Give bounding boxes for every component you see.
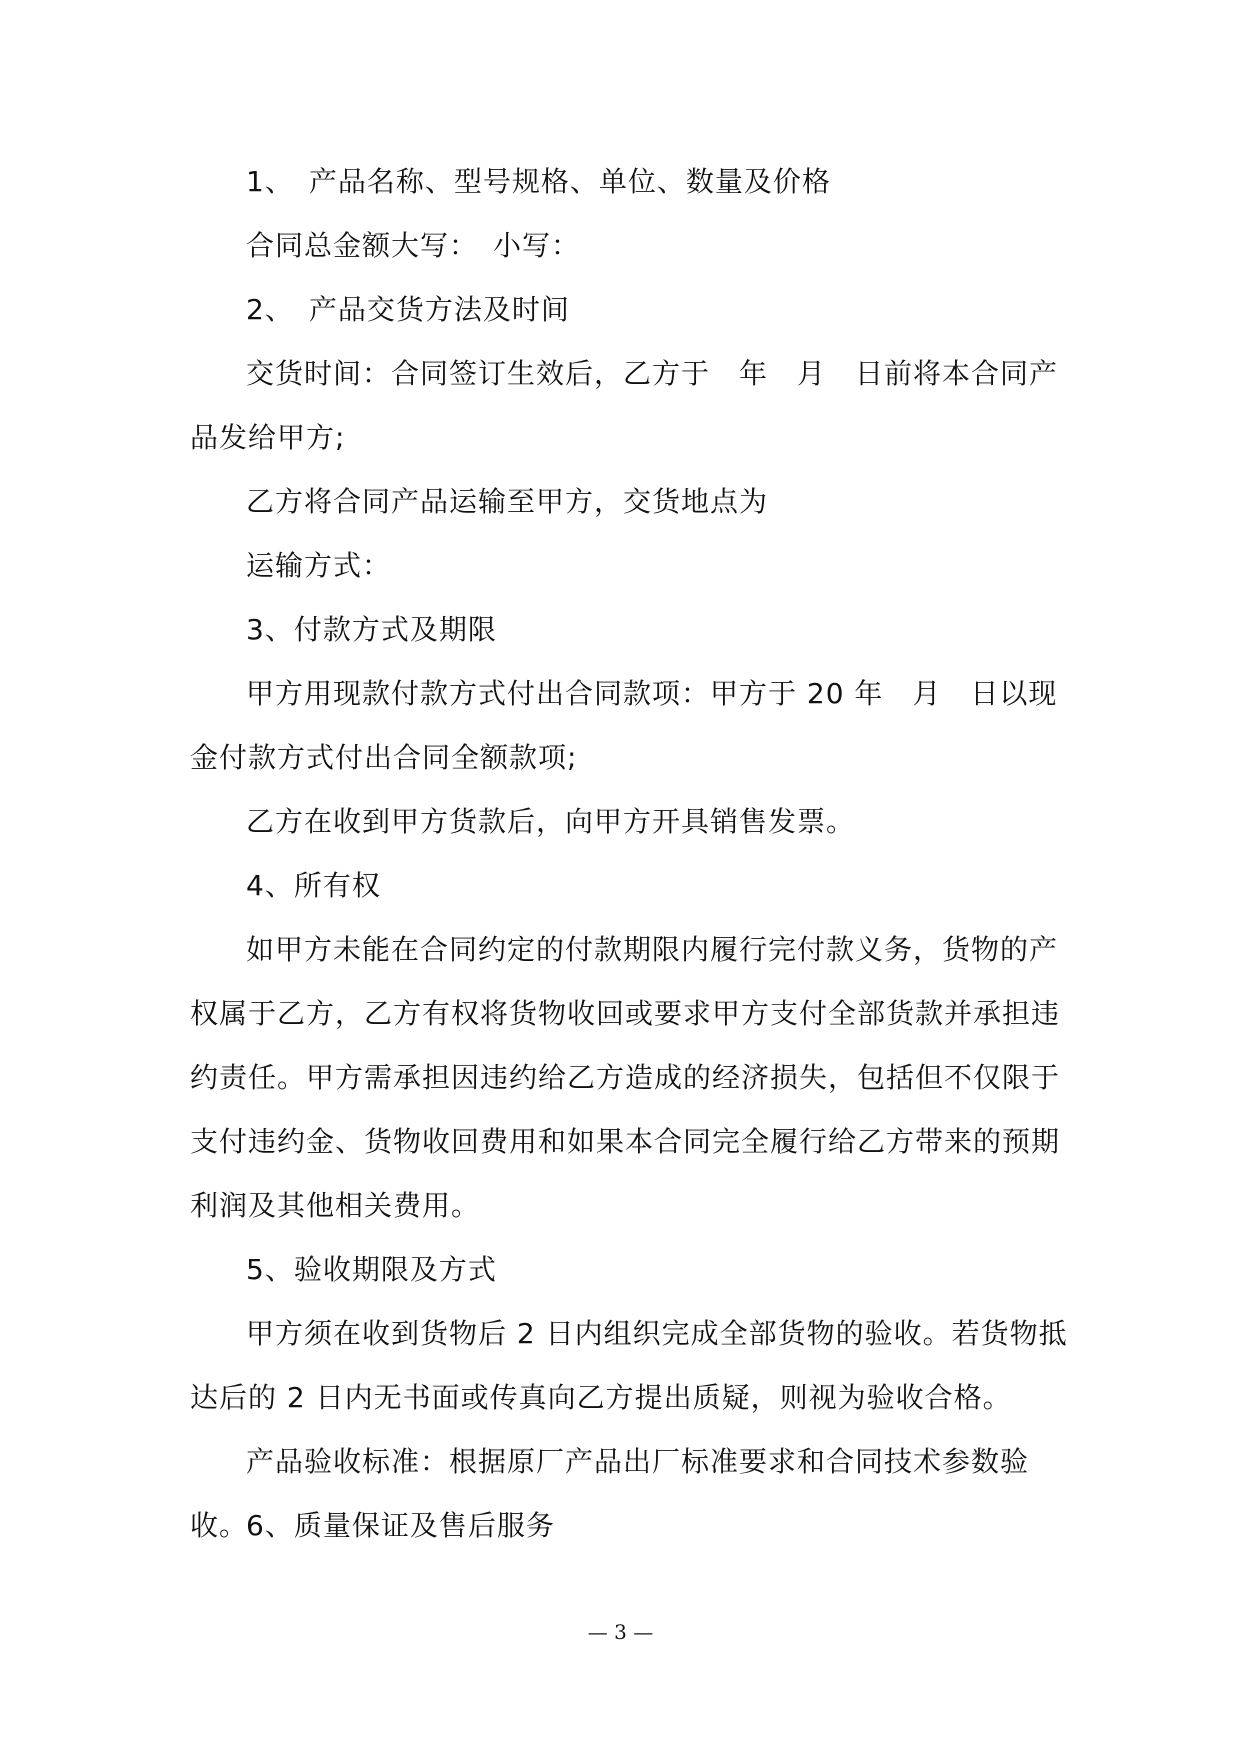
section-heading-5: 5、验收期限及方式 (246, 1253, 497, 1286)
contract-total-amount-line: 合同总金额大写： 小写： (246, 229, 581, 262)
ownership-paragraph: 如甲方未能在合同约定的付款期限内履行完付款义务，货物的产权属于乙方，乙方有权将货物收回或要求甲方支付全部货款并承担违约责任。甲方需承担因违约给乙方造成的经济损失，包括但不仅限于支付违约金、货物收回费用和如果本合同完全履行给乙方带来的预期利润及其他相关费用。 (190, 933, 1061, 1222)
section-heading-6: 6、质量保证及售后服务 (246, 1509, 555, 1542)
section-heading-2: 2、 产品交货方法及时间 (246, 293, 570, 326)
page-number: — 3 — (587, 1620, 654, 1644)
payment-terms-paragraph: 甲方用现款付款方式付出合同款项：甲方于 20 年 月 日以现金付款方式付出合同全额款项; (190, 677, 1058, 774)
inspection-standard-paragraph: 产品验收标准：根据原厂产品出厂标准要求和合同技术参数验收。 (190, 1445, 1030, 1542)
section-heading-4: 4、所有权 (246, 869, 381, 902)
transport-method-line: 运输方式： (246, 549, 392, 582)
inspection-paragraph: 甲方须在收到货物后 2 日内组织完成全部货物的验收。若货物抵达后的 2 日内无书面或传真向乙方提出质疑，则视为验收合格。 (190, 1317, 1068, 1414)
delivery-time-paragraph: 交货时间：合同签订生效后，乙方于 年 月 日前将本合同产品发给甲方; (190, 357, 1059, 454)
delivery-location-paragraph: 乙方将合同产品运输至甲方，交货地点为 (246, 485, 769, 518)
section-heading-1: 1、 产品名称、型号规格、单位、数量及价格 (246, 165, 831, 198)
section-heading-3: 3、付款方式及期限 (246, 613, 497, 646)
invoice-paragraph: 乙方在收到甲方货款后，向甲方开具销售发票。 (246, 805, 856, 838)
